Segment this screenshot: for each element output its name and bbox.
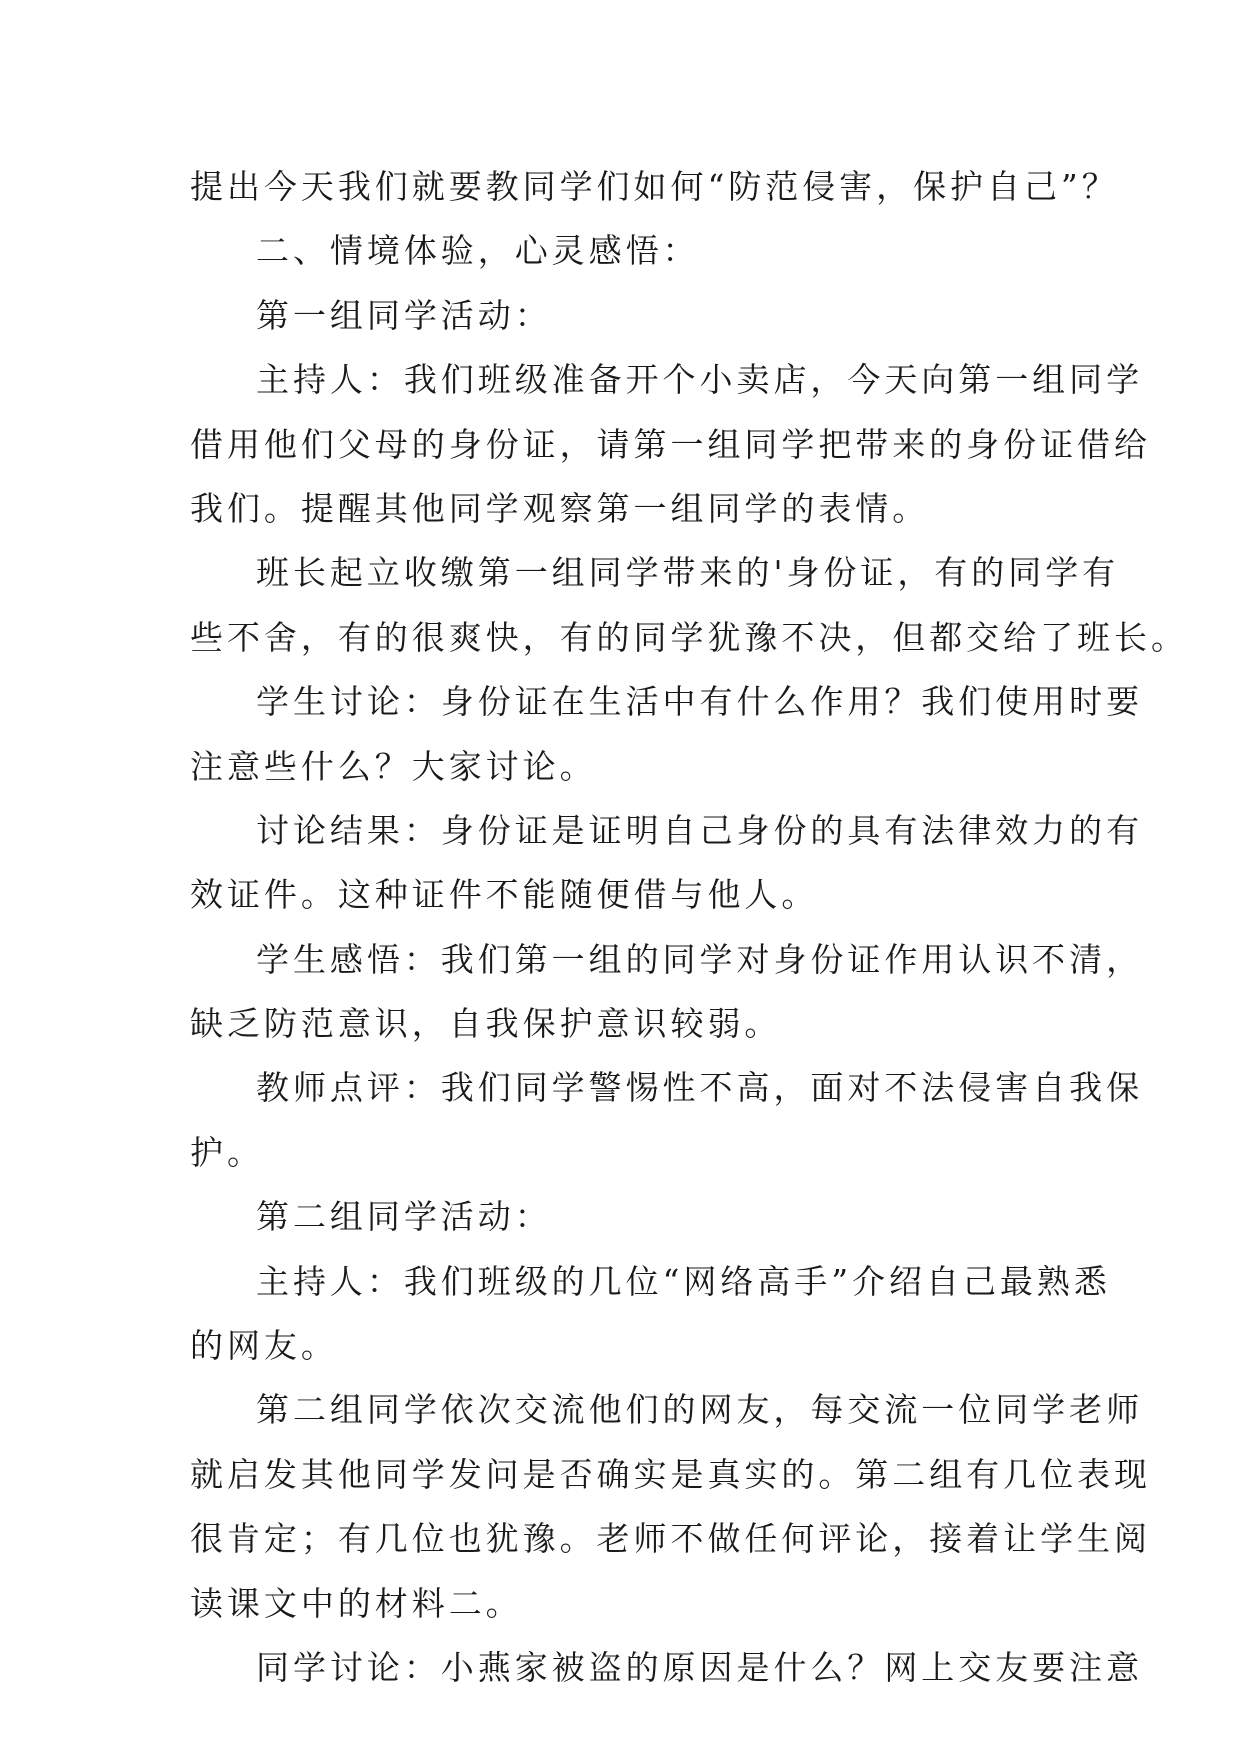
text-line: 我们。提醒其他同学观察第一组同学的表情。 [190,488,930,528]
text-line: 教师点评：我们同学警惕性不高，面对不法侵害自我保 [256,1068,1144,1108]
text-line: 主持人：我们班级的几位“网络高手”介绍自己最熟悉 [256,1261,1111,1301]
text-line: 效证件。这种证件不能随便借与他人。 [190,875,819,915]
text-line: 借用他们父母的身份证，请第一组同学把带来的身份证借给 [190,424,1151,464]
text-line: 学生感悟：我们第一组的同学对身份证作用认识不清， [256,939,1144,979]
text-line: 些不舍，有的很爽快，有的同学犹豫不决，但都交给了班长。 [190,617,1188,657]
text-line: 的网友。 [190,1326,338,1366]
text-line: 护。 [190,1132,264,1172]
text-line: 提出今天我们就要教同学们如何“防范侵害，保护自己”？ [190,167,1119,206]
text-line: 注意些什么？大家讨论。 [190,746,597,786]
text-line: 第二组同学依次交流他们的网友，每交流一位同学老师 [256,1390,1144,1430]
text-line: 读课文中的材料二。 [190,1583,523,1623]
text-line: 同学讨论：小燕家被盗的原因是什么？网上交友要注意 [256,1647,1144,1687]
subsection-heading: 第二组同学活动： [256,1197,552,1237]
text-line: 班长起立收缴第一组同学带来的'身份证，有的同学有 [256,553,1120,593]
document-page [190,155,1188,1700]
text-line: 很肯定；有几位也犹豫。老师不做任何评论，接着让学生阅 [190,1519,1151,1559]
text-line: 学生讨论：身份证在生活中有什么作用？我们使用时要 [256,682,1144,722]
subsection-heading: 第一组同学活动： [256,295,552,335]
text-line: 讨论结果：身份证是证明自己身份的具有法律效力的有 [256,810,1144,850]
text-line: 缺乏防范意识，自我保护意识较弱。 [190,1004,782,1044]
text-line: 就启发其他同学发问是否确实是真实的。第二组有几位表现 [190,1454,1151,1494]
section-heading: 二、情境体验，心灵感悟： [256,231,700,271]
text-line: 主持人：我们班级准备开个小卖店，今天向第一组同学 [256,360,1144,400]
